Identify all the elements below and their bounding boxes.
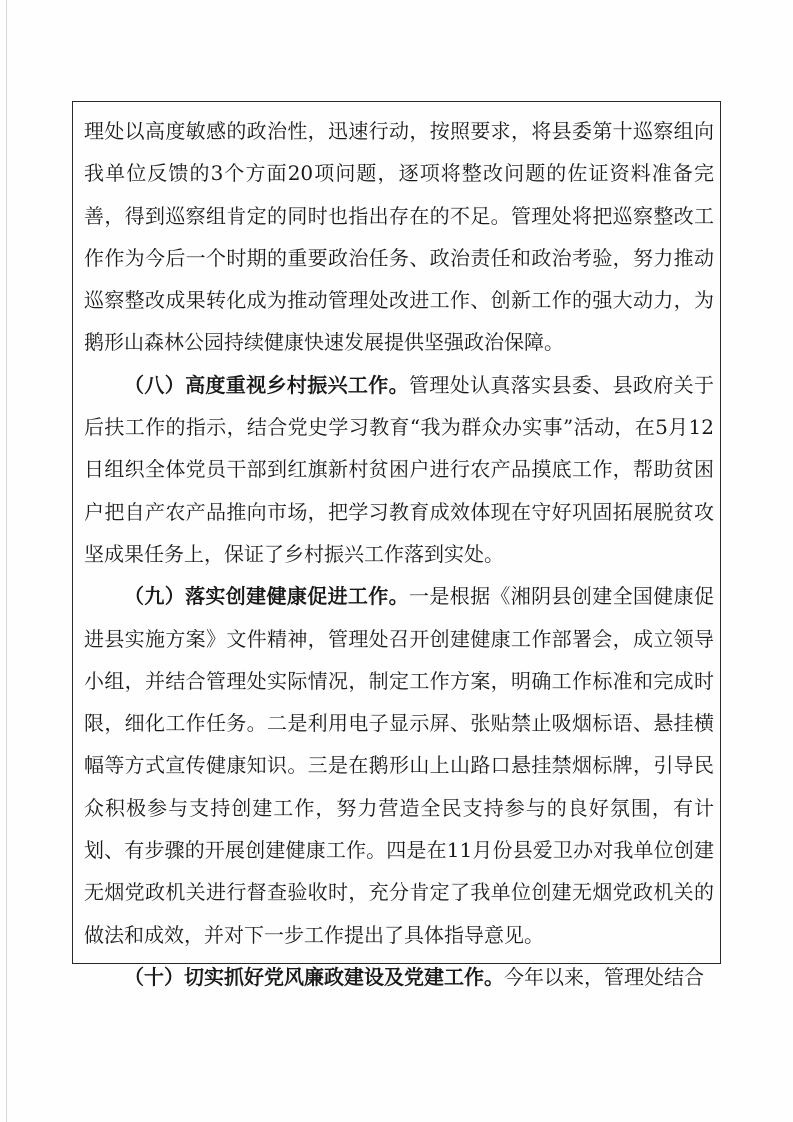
paragraph-health-promotion [84,575,714,956]
section-heading-10: （十）切实抓好党风廉政建设及党建工作。 [124,964,504,989]
paragraph-body: 管理处认真落实县委、县政府关于后扶工作的指示，结合党史学习教育“我为群众办实事”活动，在5月12日组织全体党员干部到红旗新村贫困户进行农产品摸底工作，帮助贫困户把自产农产品推向市场，把学习教育成效体现在守好巩固拓展脱贫攻坚成果任务上，保证了乡村振兴工作落到实处。 [84,372,714,566]
scan-edge-line [6,0,7,1122]
document-body [84,110,714,998]
paragraph-party-conduct [84,956,714,998]
paragraph-rural-revitalization [84,364,714,575]
paragraph-body: 一是根据《湘阴县创建全国健康促进县实施方案》文件精神，管理处召开创建健康工作部署会，成立领导小组，并结合管理处实际情况，制定工作方案，明确工作标准和完成时限，细化工作任务。二是利用电子显示屏、张贴禁止吸烟标语、悬挂横幅等方式宣传健康知识。三是在鹅形山上山路口悬挂禁烟标牌，引导民众积极参与支持创建工作，努力营造全民支持参与的良好氛围，有计划、有步骤的开展创建健康工作。四是在11月份县爱卫办对我单位创建无烟党政机关进行督查验收时，充分肯定了我单位创建无烟党政机关的做法和成效，并对下一步工作提出了具体指导意见。 [84,584,714,947]
paragraph-continuation [84,110,714,364]
section-heading-8: （八）高度重视乡村振兴工作。 [124,372,409,397]
paragraph-body: 今年以来，管理处结合 [504,964,704,989]
paragraph-body: 理处以高度敏感的政治性，迅速行动，按照要求，将县委第十巡察组向我单位反馈的3个方面20项问题，逐项将整改问题的佐证资料准备完善，得到巡察组肯定的同时也指出存在的不足。管理处将把巡察整改工作作为今后一个时期的重要政治任务、政治责任和政治考验，努力推动巡察整改成果转化成为推动管理处改进工作、创新工作的强大动力，为鹅形山森林公园持续健康快速发展提供坚强政治保障。 [84,119,714,355]
section-heading-9: （九）落实创建健康促进工作。 [124,584,409,609]
